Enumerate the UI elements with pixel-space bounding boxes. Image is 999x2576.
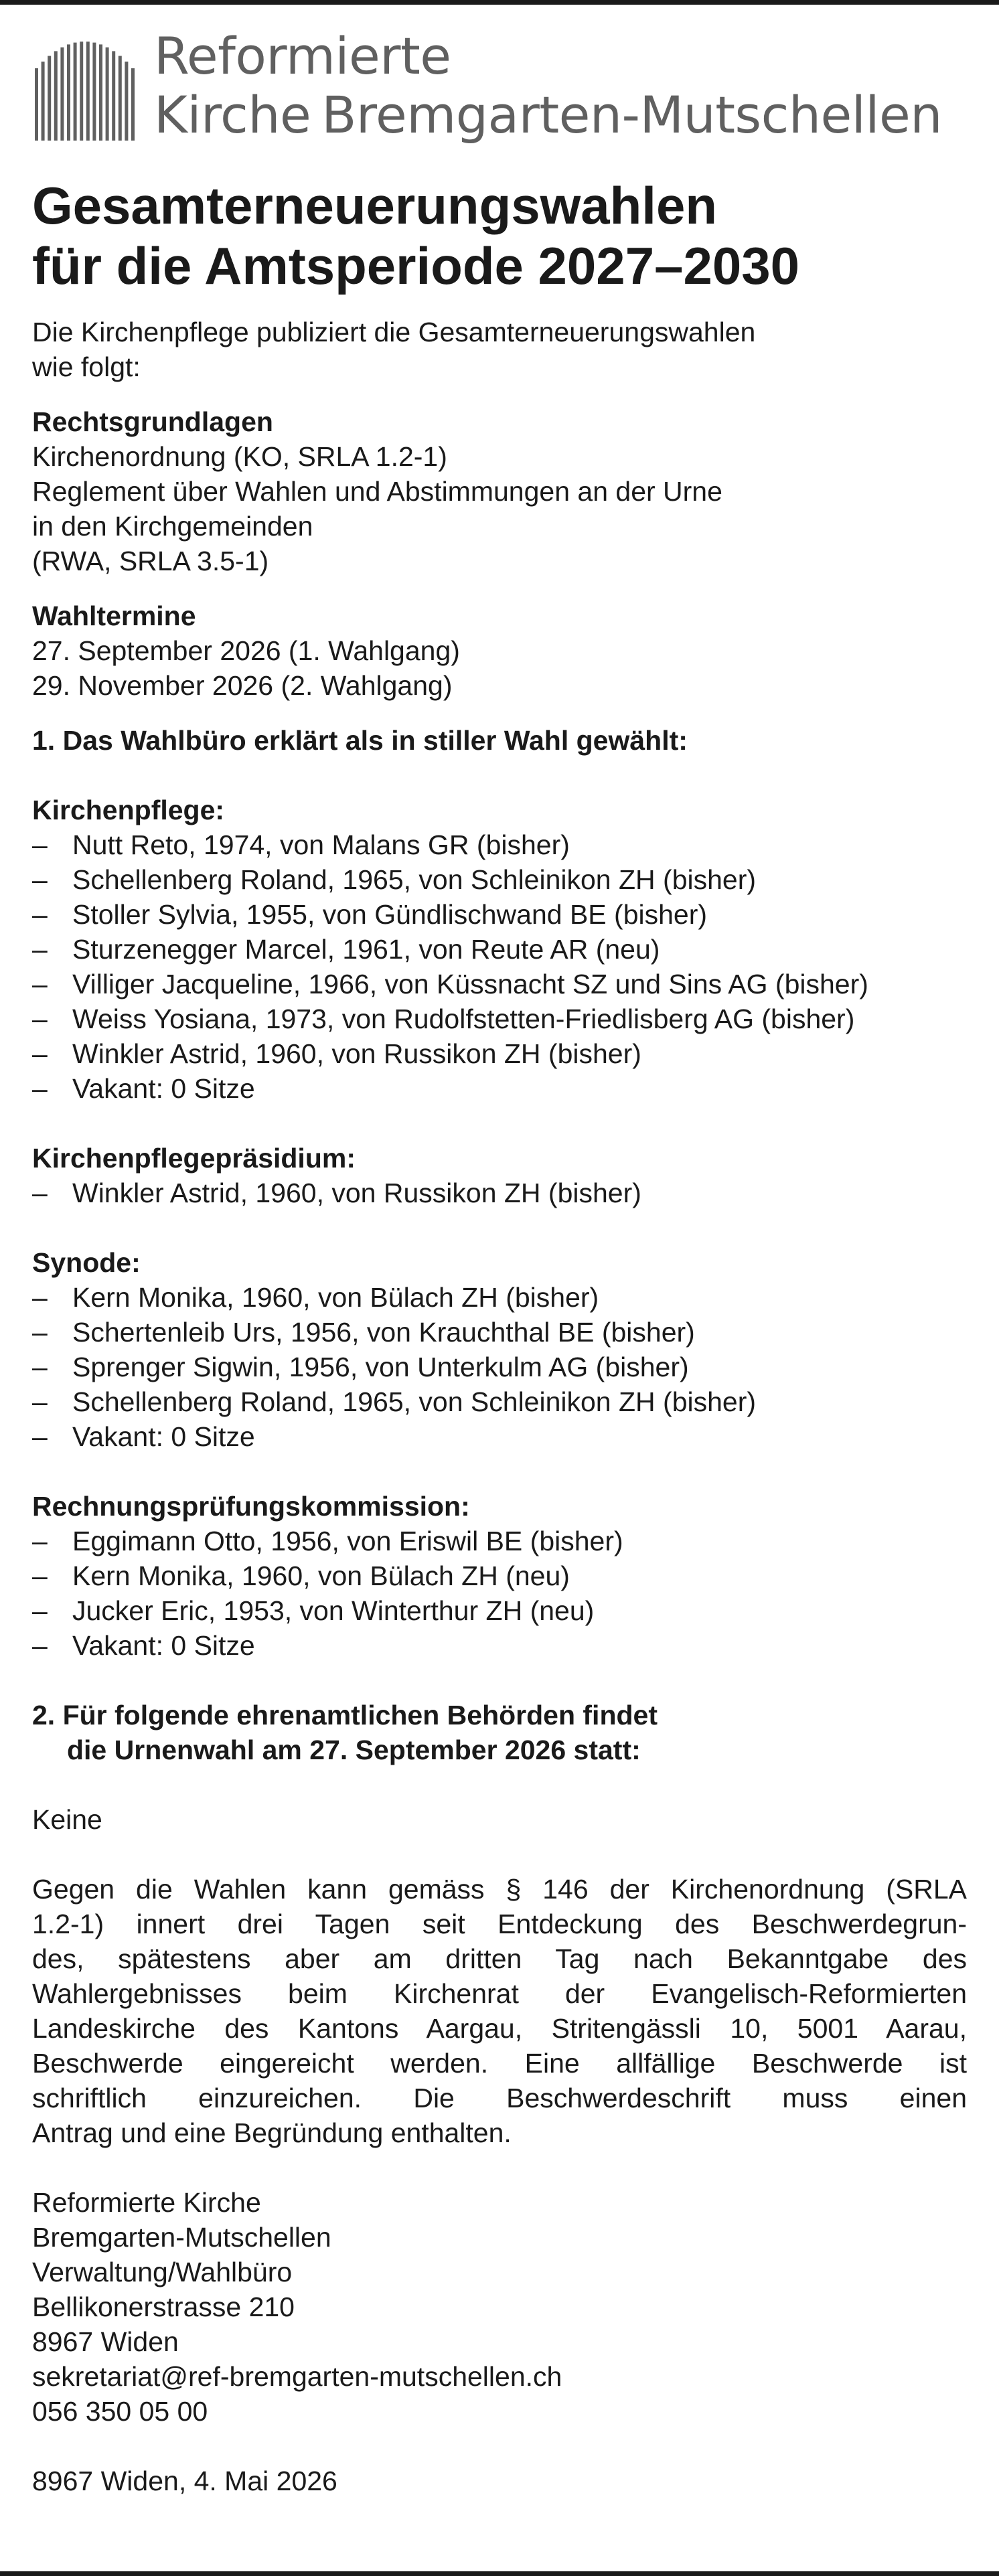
logo-bar [131,68,135,141]
section-2-heading [32,1698,967,1767]
logo-line-1: Reformierte [154,26,451,86]
list-item: – Stoller Sylvia, 1955, von Gündlischwand BE (bisher) [32,897,967,932]
legal-notice-line: schriftlich einzureichen. Die Beschwerdeschrift muss einen [32,2083,967,2113]
group-kirchenpflegepraesidium [32,1141,967,1210]
bottom-rule [0,2571,999,2576]
group-rechnungspruefungskommission [32,1489,967,1663]
announcement-body [32,175,967,2498]
legal-basis-heading: Rechtsgrundlagen [32,406,273,437]
list-item: – Schertenleib Urs, 1956, von Krauchthal BE (bisher) [32,1315,967,1350]
group-heading: Kirchenpflege: [32,795,225,825]
intro-line: wie folgt: [32,351,141,382]
address-line: Reformierte Kirche [32,2187,261,2218]
logo-bar [67,44,70,141]
address-line: 8967 Widen [32,2326,179,2357]
email-address: sekretariat@ref-bremgarten-mutschellen.ch [32,2361,562,2392]
logo-bar [54,51,58,141]
phone-number: 056 350 05 00 [32,2396,208,2427]
list-item: – Sturzenegger Marcel, 1961, von Reute AR (neu) [32,932,967,967]
list-item: – Villiger Jacqueline, 1966, von Küssnacht SZ und Sins AG (bisher) [32,967,967,1001]
list-item: – Vakant: 0 Sitze [32,1071,967,1106]
legal-basis-line: in den Kirchgemeinden [32,511,313,542]
member-list [32,1280,967,1454]
list-item: – Schellenberg Roland, 1965, von Schleinikon ZH (bisher) [32,862,967,897]
list-item: – Jucker Eric, 1953, von Winterthur ZH (neu) [32,1593,967,1628]
election-date-line: 27. September 2026 (1. Wahlgang) [32,635,460,666]
logo-bar [74,43,77,141]
logo-bar [42,62,45,141]
logo-bar [48,56,51,141]
group-heading: Synode: [32,1247,141,1278]
logo-line-2 [154,86,942,145]
list-item: – Schellenberg Roland, 1965, von Schleinikon ZH (bisher) [32,1384,967,1419]
logo-bar [35,68,38,141]
member-list [32,1176,967,1210]
legal-notice-line: Gegen die Wahlen kann gemäss § 146 der Kirchenordnung (SRLA [32,1874,967,1905]
list-item: – Nutt Reto, 1974, von Malans GR (bisher) [32,827,967,862]
logo-bar [99,44,102,141]
legal-notice-line: Wahlergebnisses beim Kirchenrat der Evangelisch-Reformierten [32,1978,967,2009]
group-synode [32,1245,967,1454]
dateline: 8967 Widen, 4. Mai 2026 [32,2466,337,2496]
legal-basis-block [32,404,967,578]
legal-notice-line: Landeskirche des Kantons Aargau, Stritengässli 10, 5001 Aarau, [32,2013,967,2044]
list-item: – Vakant: 0 Sitze [32,1419,967,1454]
section-1-heading: 1. Das Wahlbüro erklärt als in stiller Wahl gewählt: [32,725,688,756]
section-2-line: die Urnenwahl am 27. September 2026 statt: [67,1735,641,1765]
logo-bar [60,48,64,141]
legal-notice-line: Beschwerde eingereicht werden. Eine allfällige Beschwerde ist [32,2048,967,2079]
church-logo-icon [32,37,139,146]
address-line: Bremgarten-Mutschellen [32,2222,331,2253]
group-kirchenpflege [32,793,967,1106]
legal-notice-line: 1.2-1) innert drei Tagen seit Entdeckung des Beschwerdegrun- [32,1909,967,1939]
intro-line: Die Kirchenpflege publiziert die Gesamterneuerungswahlen [32,317,756,347]
sender-address [32,2185,967,2429]
logo-word-kirche: Kirche [154,85,311,145]
title-line: Gesamterneuerungswahlen [32,176,717,235]
list-item: – Winkler Astrid, 1960, von Russikon ZH (bisher) [32,1176,967,1210]
legal-notice-line: des, spätestens aber am dritten Tag nach Bekanntgabe des [32,1943,967,1974]
list-item: – Vakant: 0 Sitze [32,1628,967,1663]
legal-basis-line: Kirchenordnung (KO, SRLA 1.2-1) [32,441,447,472]
logo-text [154,27,942,145]
election-date-line: 29. November 2026 (2. Wahlgang) [32,670,453,701]
section-2-answer: Keine [32,1804,102,1835]
member-list [32,1524,967,1663]
legal-basis-line: Reglement über Wahlen und Abstimmungen an der Urne [32,476,722,507]
logo-bar [112,51,115,141]
legal-basis-line: (RWA, SRLA 3.5-1) [32,546,269,576]
legal-notice-line: Antrag und eine Begründung enthalten. [32,2117,512,2148]
top-rule [0,0,999,5]
logo-bar [125,62,128,141]
logo-bar [92,43,96,141]
address-line: Verwaltung/Wahlbüro [32,2257,293,2287]
section-2-line: 2. Für folgende ehrenamtlichen Behörden findet [32,1700,658,1730]
logo-bar [80,42,83,141]
title-line: für die Amtsperiode 2027–2030 [32,236,799,295]
election-dates-block [32,598,967,703]
logo-bar [106,48,109,141]
address-line: Bellikonerstrasse 210 [32,2291,295,2322]
list-item: – Kern Monika, 1960, von Bülach ZH (neu) [32,1558,967,1593]
list-item: – Weiss Yosiana, 1973, von Rudolfstetten-Friedlisberg AG (bisher) [32,1001,967,1036]
logo-word-parish: Bremgarten-Mutschellen [321,85,942,145]
logo-bar [86,42,90,141]
page-title [32,175,967,296]
group-heading: Rechnungsprüfungskommission: [32,1491,470,1522]
intro-text [32,315,967,384]
list-item: – Kern Monika, 1960, von Bülach ZH (bisher) [32,1280,967,1315]
member-list [32,827,967,1106]
legal-notice [32,1872,967,2150]
list-item: – Winkler Astrid, 1960, von Russikon ZH (bisher) [32,1036,967,1071]
election-dates-heading: Wahltermine [32,600,196,631]
header [32,27,942,147]
list-item: – Eggimann Otto, 1956, von Eriswil BE (bisher) [32,1524,967,1558]
list-item: – Sprenger Sigwin, 1956, von Unterkulm AG (bisher) [32,1350,967,1384]
group-heading: Kirchenpflegepräsidium: [32,1143,356,1174]
logo-bar [119,56,122,141]
